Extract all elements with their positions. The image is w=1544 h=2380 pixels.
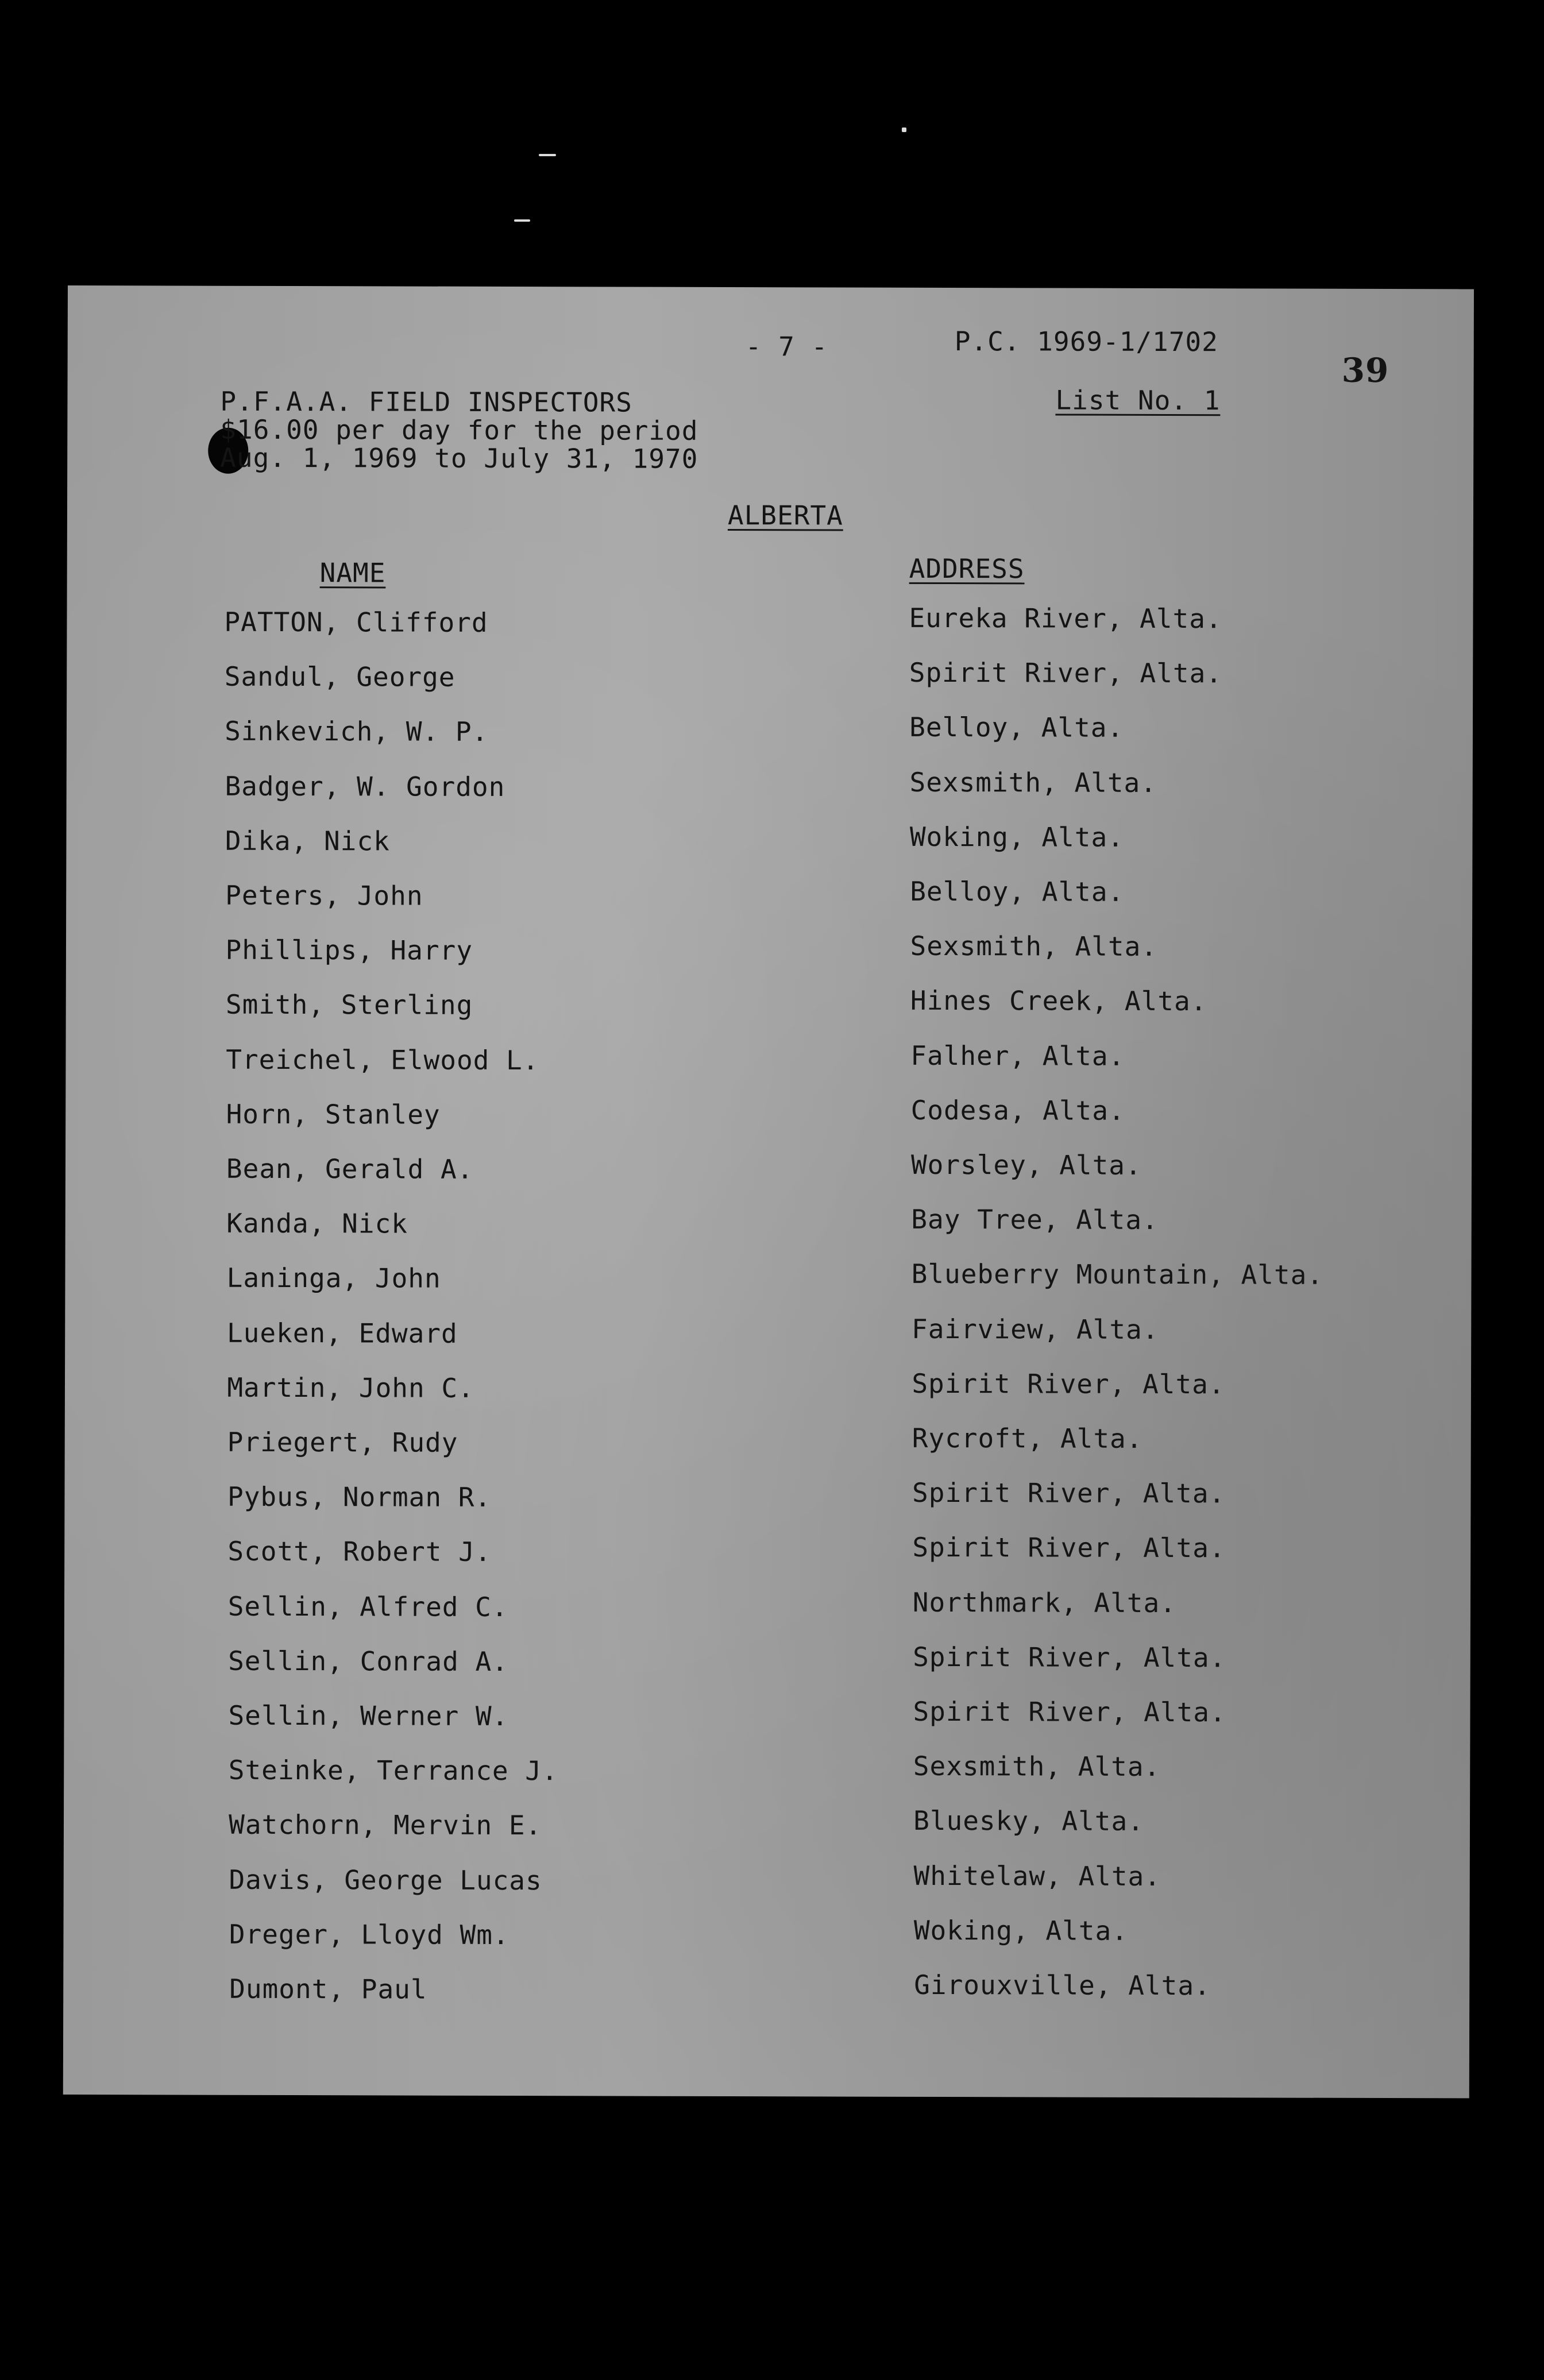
document-page bbox=[63, 285, 1474, 2098]
inspector-name: Smith, Sterling bbox=[225, 989, 473, 1021]
inspector-name: Badger, W. Gordon bbox=[225, 770, 505, 802]
inspector-address: Worsley, Alta. bbox=[910, 1149, 1142, 1181]
inspector-address: Spirit River, Alta. bbox=[912, 1477, 1226, 1509]
inspector-name: Steinke, Terrance J. bbox=[228, 1754, 558, 1787]
title-line-1: P.F.A.A. FIELD INSPECTORS bbox=[220, 385, 632, 418]
pc-reference: P.C. 1969-1/1702 bbox=[954, 326, 1218, 358]
inspector-name: Lueken, Edward bbox=[226, 1317, 458, 1349]
inspector-name: Phillips, Harry bbox=[225, 934, 473, 967]
inspector-address: Spirit River, Alta. bbox=[912, 1532, 1226, 1564]
inspector-name: Pybus, Norman R. bbox=[227, 1481, 492, 1513]
inspector-address: Blueberry Mountain, Alta. bbox=[911, 1258, 1324, 1291]
column-header-name: NAME bbox=[319, 557, 386, 589]
inspector-address: Girouxville, Alta. bbox=[914, 1969, 1211, 2002]
inspector-name: Bean, Gerald A. bbox=[226, 1153, 474, 1185]
inspector-name: Sellin, Alfred C. bbox=[227, 1590, 508, 1622]
inspector-address: Bluesky, Alta. bbox=[913, 1805, 1144, 1837]
inspector-address: Sexsmith, Alta. bbox=[910, 930, 1158, 963]
inspector-name: Kanda, Nick bbox=[226, 1207, 408, 1239]
inspector-address: Spirit River, Alta. bbox=[909, 657, 1223, 689]
inspector-address: Rycroft, Alta. bbox=[912, 1422, 1143, 1454]
inspector-address: Belloy, Alta. bbox=[909, 712, 1124, 744]
inspector-address: Woking, Alta. bbox=[913, 1914, 1128, 1946]
inspector-address: Codesa, Alta. bbox=[910, 1094, 1125, 1126]
inspector-name: PATTON, Clifford bbox=[224, 606, 488, 638]
inspector-name: Horn, Stanley bbox=[226, 1098, 441, 1130]
scan-speck bbox=[539, 154, 556, 156]
inspector-name: Scott, Robert J. bbox=[227, 1536, 492, 1568]
inspector-address: Sexsmith, Alta. bbox=[909, 766, 1157, 798]
inspector-name: Sandul, George bbox=[224, 660, 456, 693]
list-label: List No. 1 bbox=[1055, 384, 1221, 416]
inspector-address: Northmark, Alta. bbox=[912, 1586, 1176, 1618]
title-line-3: Aug. 1, 1969 to July 31, 1970 bbox=[220, 442, 698, 474]
inspector-address: Sexsmith, Alta. bbox=[913, 1751, 1161, 1783]
inspector-name: Martin, John C. bbox=[227, 1371, 474, 1404]
inspector-address: Spirit River, Alta. bbox=[912, 1367, 1225, 1400]
inspector-name: Dika, Nick bbox=[225, 825, 390, 857]
inspector-address: Fairview, Alta. bbox=[911, 1313, 1159, 1345]
inspector-name: Laninga, John bbox=[226, 1262, 441, 1295]
inspector-name: Sellin, Conrad A. bbox=[228, 1645, 509, 1677]
column-header-address: ADDRESS bbox=[909, 552, 1025, 585]
inspector-address: Hines Creek, Alta. bbox=[910, 985, 1207, 1017]
inspector-name: Priegert, Rudy bbox=[227, 1426, 458, 1458]
inspector-address: Bay Tree, Alta. bbox=[911, 1204, 1159, 1236]
inspector-name: Dumont, Paul bbox=[229, 1973, 427, 2005]
title-line-2: $16.00 per day for the period bbox=[220, 414, 698, 446]
page-number: 39 bbox=[1341, 350, 1389, 391]
inspector-name: Sellin, Werner W. bbox=[228, 1699, 509, 1732]
inspector-name: Watchorn, Mervin E. bbox=[229, 1809, 542, 1841]
scan-speck bbox=[514, 219, 530, 222]
inspector-address: Spirit River, Alta. bbox=[913, 1695, 1226, 1728]
inspector-name: Treichel, Elwood L. bbox=[226, 1044, 539, 1076]
scan-speck bbox=[902, 128, 906, 132]
inspector-address: Whitelaw, Alta. bbox=[913, 1860, 1161, 1892]
inspector-address: Spirit River, Alta. bbox=[913, 1641, 1226, 1674]
inspector-address: Belloy, Alta. bbox=[910, 875, 1125, 907]
inspector-address: Woking, Alta. bbox=[909, 821, 1124, 853]
inspector-name: Davis, George Lucas bbox=[229, 1864, 542, 1896]
province-heading: ALBERTA bbox=[727, 500, 843, 531]
inspector-address: Eureka River, Alta. bbox=[909, 602, 1222, 635]
inspector-name: Sinkevich, W. P. bbox=[225, 716, 489, 748]
inspector-name: Peters, John bbox=[225, 879, 423, 911]
inspector-address: Falher, Alta. bbox=[910, 1040, 1125, 1072]
inspector-name: Dreger, Lloyd Wm. bbox=[229, 1918, 509, 1950]
page-marker: - 7 - bbox=[745, 331, 828, 362]
